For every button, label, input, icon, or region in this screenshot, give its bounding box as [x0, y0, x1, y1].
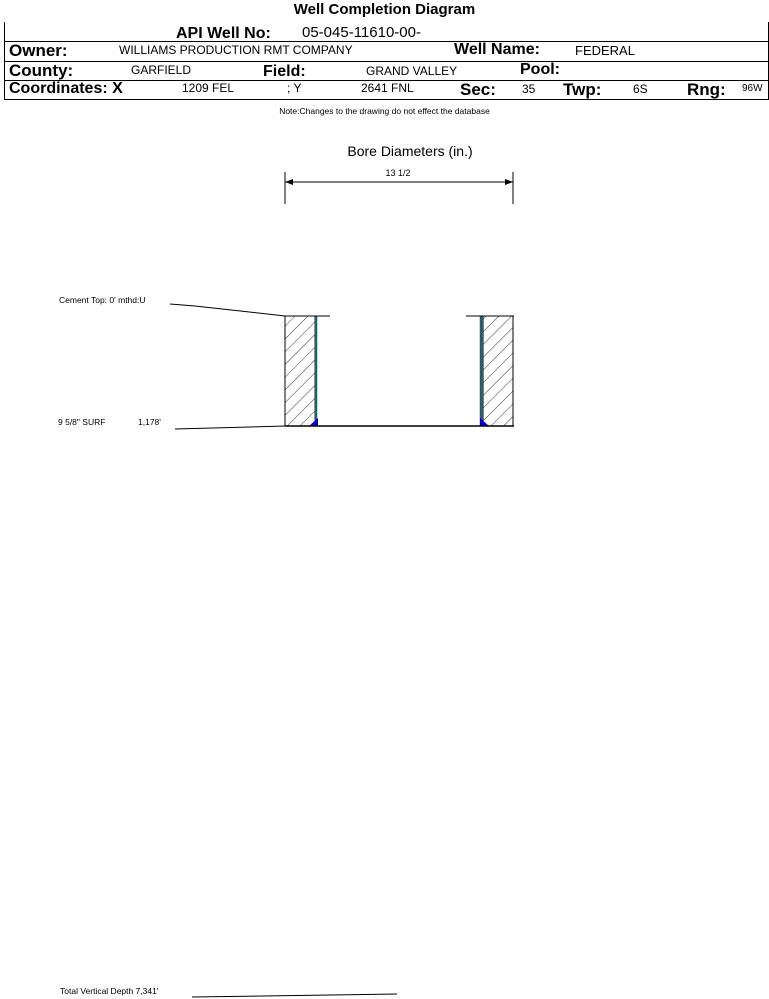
total-depth-leader: [192, 994, 397, 997]
owner-label: Owner:: [9, 41, 68, 60]
bore-diameter-value: 13 1/2: [385, 168, 411, 178]
county-value: GARFIELD: [131, 63, 192, 77]
sec-label: Sec:: [460, 80, 496, 99]
coordinate-y-label: ; Y: [287, 81, 302, 95]
cement-left: [285, 316, 315, 426]
cement-top-leader: [170, 304, 285, 316]
api-value: 05-045-11610-00-: [302, 24, 421, 41]
rng-value: 96W: [742, 83, 763, 94]
dimension-arrow-right: [505, 179, 513, 185]
database-note: Note:Changes to the drawing do not effect the database: [279, 106, 490, 116]
coordinates-label: Coordinates: X: [9, 80, 123, 97]
total-depth-label: Total Vertical Depth 7,341': [60, 986, 159, 996]
owner-value: WILLIAMS PRODUCTION RMT COMPANY: [119, 43, 353, 57]
twp-label: Twp:: [563, 80, 602, 99]
bore-heading: Bore Diameters (in.): [347, 143, 473, 159]
casing-label: 9 5/8" SURF: [58, 417, 106, 427]
county-label: County:: [9, 61, 74, 80]
field-label: Field:: [263, 63, 306, 80]
sec-value: 35: [522, 82, 536, 96]
coordinate-y-value: 2641 FNL: [361, 81, 414, 95]
twp-value: 6S: [633, 82, 648, 96]
well-name-label: Well Name:: [454, 41, 540, 58]
cement-top-label: Cement Top: 0' mthd:U: [59, 295, 146, 305]
dimension-arrow-left: [285, 179, 293, 185]
coordinate-x-value: 1209 FEL: [182, 81, 235, 95]
field-value: GRAND VALLEY: [366, 64, 458, 78]
well-name-value: FEDERAL: [575, 43, 635, 58]
pool-label: Pool:: [520, 61, 560, 78]
rng-label: Rng:: [687, 80, 726, 99]
casing-depth: 1,178': [138, 417, 161, 427]
casing-depth-leader: [175, 426, 285, 429]
page-title: Well Completion Diagram: [293, 1, 476, 18]
cement-right: [483, 316, 513, 426]
api-label: API Well No:: [176, 25, 271, 42]
